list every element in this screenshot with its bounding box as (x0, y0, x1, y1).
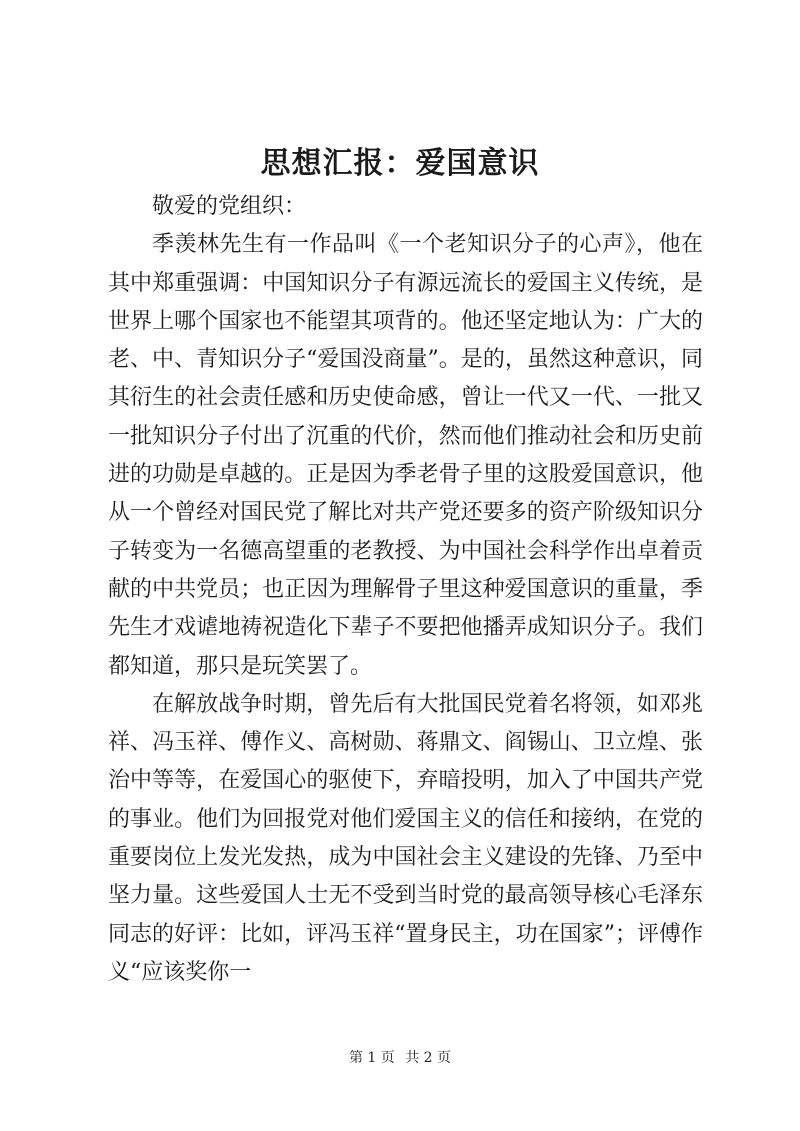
salutation: 敬爱的党组织： (152, 194, 307, 219)
document-body (108, 188, 703, 992)
page-number: 第 1 页 (348, 1050, 395, 1066)
paragraph-1: 季羡林先生有一作品叫《一个老知识分子的心声》，他在其中郑重强调：中国知识分子有源远流长的爱国主义传统，是世界上哪个国家也不能望其项背的。他还坚定地认为：广大的老、中、青知识分子“爱国没商量”。是的，虽然这种意识，同其衍生的社会责任感和历史使命感，曾让一代又一代、一批又一批知识分子付出了沉重的代价，然而他们推动社会和历史前进的功勋是卓越的。正是因为季老骨子里的这股爱国意识，他从一个曾经对国民党了解比对共产党还要多的资产阶级知识分子转变为一名德高望重的老教授、为中国社会科学作出卓着贡献的中共党员；也正因为理解骨子里这种爱国意识的重量，季先生才戏谑地祷祝造化下辈子不要把他播弄成知识分子。我们都知道，那只是玩笑罢了。 (108, 232, 703, 679)
paragraph-2: 在解放战争时期，曾先后有大批国民党着名将领，如邓兆祥、冯玉祥、傅作义、高树勋、蒋鼎文、阎锡山、卫立煌、张治中等等，在爱国心的驱使下，弃暗投明，加入了中国共产党的事业。他们为回报党对他们爱国主义的信任和接纳，在党的重要岗位上发光发热，成为中国社会主义建设的先锋、乃至中坚力量。这些爱国人士无不受到当时党的最高领导核心毛泽东同志的好评：比如，评冯玉祥“置身民主，功在国家”；评傅作义“应该奖你一 (108, 691, 703, 985)
page-footer (0, 1047, 800, 1067)
page-total: 共 2 页 (405, 1050, 452, 1066)
document-title: 思想汇报：爱国意识 (260, 146, 540, 181)
